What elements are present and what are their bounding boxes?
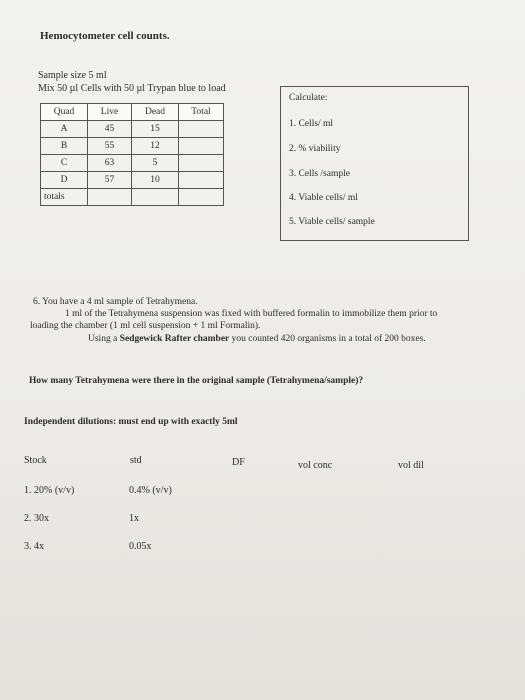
std-cell: 0.4% (v/v)	[129, 485, 172, 496]
vol-dil-header: vol dil	[398, 460, 424, 471]
question-6-line-1: 6. You have a 4 ml sample of Tetrahymena.	[33, 297, 198, 307]
table-header-row	[41, 104, 224, 121]
table-row	[41, 155, 224, 172]
grand-total-cell[interactable]	[179, 189, 224, 206]
quad-cell: C	[41, 155, 88, 172]
std-header: std	[130, 455, 142, 466]
sample-size-text: Sample size 5 ml	[38, 70, 107, 81]
calculate-box	[280, 86, 469, 241]
vol-conc-header: vol conc	[298, 460, 333, 471]
dead-cell: 15	[132, 121, 179, 138]
stock-cell: 2. 30x	[24, 513, 49, 524]
question-6-line-4	[88, 334, 426, 344]
header-total: Total	[179, 104, 224, 121]
total-cell[interactable]	[179, 155, 224, 172]
page-title: Hemocytometer cell counts.	[40, 30, 170, 42]
df-header: DF	[232, 457, 245, 468]
calc-item: 4. Viable cells/ ml	[289, 193, 358, 203]
calc-item: 3. Cells /sample	[289, 169, 350, 179]
dead-cell: 5	[132, 155, 179, 172]
live-total-cell[interactable]	[88, 189, 132, 206]
dead-cell: 10	[132, 172, 179, 189]
calc-item: 5. Viable cells/ sample	[289, 217, 375, 227]
total-cell[interactable]	[179, 172, 224, 189]
quad-cell: A	[41, 121, 88, 138]
how-many-question: How many Tetrahymena were there in the original sample (Tetrahymena/sample)?	[29, 376, 364, 386]
line4-prefix: Using a	[88, 334, 118, 344]
live-cell: 63	[88, 155, 132, 172]
totals-row	[41, 189, 224, 206]
totals-label: totals	[41, 189, 88, 206]
stock-header: Stock	[24, 455, 47, 466]
header-quad: Quad	[41, 104, 88, 121]
sedgewick-rafter-label: Sedgewick Rafter chamber	[119, 334, 230, 344]
header-live: Live	[88, 104, 132, 121]
line4-suffix: you counted 420 organisms in a total of 200 boxes.	[231, 334, 426, 344]
live-cell: 57	[88, 172, 132, 189]
question-6-line-2: 1 ml of the Tetrahymena suspension was fixed with buffered formalin to immobilize them prior to	[65, 309, 438, 319]
quad-cell: B	[41, 138, 88, 155]
std-cell: 1x	[129, 513, 139, 524]
question-6-line-3: loading the chamber (1 ml cell suspension + 1 ml Formalin).	[30, 321, 261, 331]
std-cell: 0.05x	[129, 541, 152, 552]
dead-cell: 12	[132, 138, 179, 155]
independent-dilutions-heading: Independent dilutions: must end up with exactly 5ml	[24, 417, 238, 427]
table-row	[41, 172, 224, 189]
table-row	[41, 138, 224, 155]
mix-instruction-text: Mix 50 µl Cells with 50 µl Trypan blue to load	[38, 83, 226, 94]
total-cell[interactable]	[179, 121, 224, 138]
total-cell[interactable]	[179, 138, 224, 155]
calculate-title: Calculate:	[289, 93, 328, 103]
live-cell: 55	[88, 138, 132, 155]
stock-cell: 1. 20% (v/v)	[24, 485, 75, 496]
stock-cell: 3. 4x	[24, 541, 44, 552]
dead-total-cell[interactable]	[132, 189, 179, 206]
hemocytometer-count-table	[40, 103, 224, 206]
calc-item: 2. % viability	[289, 144, 341, 154]
table-row	[41, 121, 224, 138]
calc-item: 1. Cells/ ml	[289, 119, 334, 129]
live-cell: 45	[88, 121, 132, 138]
header-dead: Dead	[132, 104, 179, 121]
quad-cell: D	[41, 172, 88, 189]
